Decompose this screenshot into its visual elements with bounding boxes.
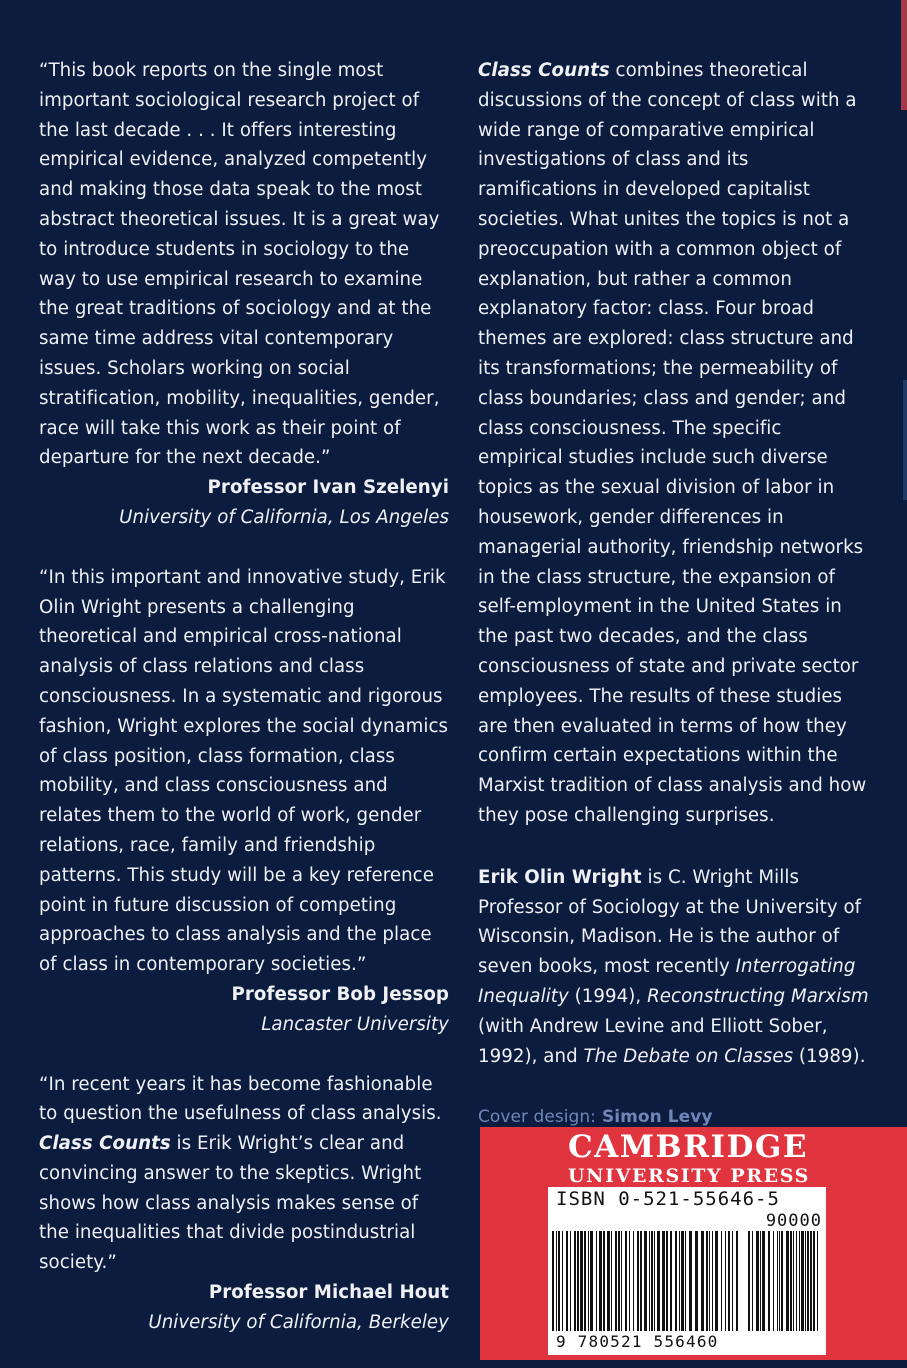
barcode-bar bbox=[748, 1231, 750, 1331]
barcode-bar bbox=[588, 1231, 589, 1331]
barcode-bar bbox=[599, 1231, 602, 1331]
barcode-bar bbox=[779, 1231, 780, 1331]
barcode-bar bbox=[657, 1231, 660, 1331]
quote-text: is Erik Wright’s clear and convincing answer to the skeptics. Wright shows how class analysis makes sense of the inequalities that divide postindustrial society.” bbox=[39, 1133, 422, 1274]
endorsements-column bbox=[39, 56, 449, 1368]
book-title: Reconstructing Marxism bbox=[647, 985, 869, 1007]
barcode-bar bbox=[629, 1231, 630, 1331]
barcode-bar bbox=[574, 1231, 576, 1331]
isbn-number: ISBN 0-521-55646-5 bbox=[556, 1188, 780, 1210]
endorsement-1 bbox=[39, 56, 449, 533]
endorsement-2 bbox=[39, 563, 449, 1040]
barcode-bar bbox=[725, 1231, 726, 1331]
endorser-affiliation: Lancaster University bbox=[261, 1013, 449, 1035]
barcode-bar bbox=[654, 1231, 655, 1331]
book-title: Interrogating Inequality bbox=[478, 956, 856, 1007]
endorsement-3 bbox=[39, 1070, 449, 1338]
barcode-bar bbox=[580, 1231, 583, 1331]
book-title: Class Counts bbox=[39, 1133, 171, 1155]
bio-text: (with Andrew Levine and Elliott Sober, 1992), and bbox=[478, 1015, 828, 1067]
barcode-bar bbox=[615, 1231, 617, 1331]
barcode-bar bbox=[813, 1231, 815, 1331]
barcode-bar bbox=[681, 1231, 684, 1331]
barcode-bar bbox=[790, 1231, 792, 1331]
barcode-bar bbox=[695, 1231, 698, 1331]
barcode-bar bbox=[768, 1231, 770, 1331]
edge-strip bbox=[903, 380, 907, 500]
barcode-bar bbox=[670, 1231, 672, 1331]
barcode-bar bbox=[679, 1231, 680, 1331]
barcode-bars bbox=[548, 1231, 826, 1331]
barcode-bar bbox=[566, 1231, 568, 1331]
bio-text: (1989). bbox=[793, 1045, 866, 1067]
barcode-bar bbox=[801, 1231, 804, 1331]
barcode-bar bbox=[810, 1231, 812, 1331]
barcode-bar bbox=[637, 1231, 639, 1331]
publisher-name: CAMBRIDGE bbox=[568, 1129, 808, 1165]
endorser-name: Professor Michael Hout bbox=[208, 1282, 449, 1304]
author-bio bbox=[478, 863, 870, 1072]
barcode-bar bbox=[706, 1231, 708, 1331]
barcode-bar bbox=[625, 1231, 627, 1331]
barcode-bar bbox=[675, 1231, 677, 1331]
barcode-bar bbox=[709, 1231, 710, 1331]
barcode-bar bbox=[760, 1231, 761, 1331]
ean-number: 9 780521 556460 bbox=[556, 1332, 719, 1351]
barcode-bar bbox=[701, 1231, 704, 1331]
barcode-bar bbox=[689, 1231, 692, 1331]
barcode-bar bbox=[773, 1231, 774, 1331]
barcode bbox=[548, 1187, 826, 1355]
barcode-bar bbox=[756, 1231, 759, 1331]
publisher-panel bbox=[480, 1127, 907, 1360]
barcode-bar bbox=[807, 1231, 809, 1331]
endorser-name: Professor Ivan Szelenyi bbox=[207, 477, 449, 499]
barcode-bar bbox=[640, 1231, 642, 1331]
description-column bbox=[478, 56, 870, 1133]
barcode-bar bbox=[781, 1231, 783, 1331]
endorsement-attribution bbox=[39, 1278, 449, 1338]
barcode-bar bbox=[715, 1231, 718, 1331]
endorser-affiliation: University of California, Berkeley bbox=[148, 1311, 449, 1333]
endorsement-quote bbox=[39, 1070, 449, 1279]
barcode-bar bbox=[552, 1231, 554, 1331]
barcode-bar bbox=[799, 1231, 800, 1331]
barcode-bar bbox=[584, 1231, 586, 1331]
quote-text: “In recent years it has become fashionable to question the usefulness of class analysis. bbox=[39, 1073, 442, 1125]
cover-designer-name: Simon Levy bbox=[601, 1107, 713, 1128]
barcode-bar bbox=[728, 1231, 730, 1331]
author-name: Erik Olin Wright bbox=[478, 866, 642, 888]
edge-strip bbox=[901, 0, 907, 110]
barcode-bar bbox=[762, 1231, 765, 1331]
barcode-bar bbox=[590, 1231, 593, 1331]
barcode-bar bbox=[596, 1231, 597, 1331]
barcode-bar bbox=[662, 1231, 665, 1331]
barcode-bar bbox=[618, 1231, 620, 1331]
bio-text: (1994), bbox=[568, 985, 648, 1007]
barcode-bar bbox=[736, 1231, 738, 1331]
book-description bbox=[478, 56, 870, 831]
book-title: Class Counts bbox=[478, 60, 610, 81]
barcode-bar bbox=[685, 1231, 686, 1331]
description-text: combines theoretical discussions of the concept of class with a wide range of comparative empirical investigations of class and its ramifications in developed capitalist societies. What unites the topics is not a preoccupation with a common object of explanation, but rather a common explanatory factor: class. Four broad themes are explored: class structure and its transformations; the permeability of class boundaries; class and gender; and class consciousness. The specific empirical studies include such diverse topics as the sexual division of labor in housework, gender differences in managerial authority, friendship networks in the class structure, the expansion of self-employment in the United States in the past two decades, and the class consciousness of state and private sector employees. The results of these studies are then evaluated in terms of how they confirm certain expectations within the Marxist tradition of class analysis and how they pose challenging surprises. bbox=[478, 60, 867, 826]
endorsement-quote: “This book reports on the single most important sociological research project of the last decade . . . It offers interesting empirical evidence, analyzed competently and making those data speak to the most abstract theoretical issues. It is a great way to introduce students in sociology to the way to use empirical research to examine the great traditions of sociology and at the same time address vital contemporary issues. Scholars working on social stratification, mobility, inequalities, gender, race will take this work as their point of departure for the next decade.” bbox=[39, 60, 440, 469]
barcode-bar bbox=[649, 1231, 650, 1331]
barcode-bar bbox=[817, 1231, 818, 1331]
barcode-bar bbox=[777, 1231, 778, 1331]
endorser-affiliation: University of California, Los Angeles bbox=[119, 506, 449, 528]
endorsement-attribution bbox=[39, 473, 449, 533]
barcode-bar bbox=[732, 1231, 733, 1331]
barcode-bar bbox=[611, 1231, 612, 1331]
barcode-bar bbox=[793, 1231, 794, 1331]
barcode-bar bbox=[562, 1231, 563, 1331]
barcode-bar bbox=[633, 1231, 634, 1331]
barcode-bar bbox=[603, 1231, 605, 1331]
barcode-bar bbox=[570, 1231, 571, 1331]
barcode-bar bbox=[805, 1231, 806, 1331]
barcode-bar bbox=[651, 1231, 653, 1331]
endorser-name: Professor Bob Jessop bbox=[231, 983, 449, 1005]
book-title: The Debate on Classes bbox=[583, 1045, 794, 1067]
barcode-bar bbox=[796, 1231, 797, 1331]
barcode-bar bbox=[712, 1231, 713, 1331]
barcode-bar bbox=[556, 1231, 557, 1331]
barcode-bar bbox=[786, 1231, 789, 1331]
barcode-bar bbox=[752, 1231, 753, 1331]
barcode-bar bbox=[621, 1231, 622, 1331]
endorsement-quote: “In this important and innovative study, Erik Olin Wright presents a challenging theoretical and empirical cross-national analysis of class relations and class consciousness. In a systematic and rigorous fashion, Wright explores the social dynamics of class position, class formation, class mobility, and class consciousness and relates them to the world of work, gender relations, race, family and friendship patterns. This study will be a key reference point in future discussion of competing approaches to class analysis and the place of class in contemporary societies.” bbox=[39, 566, 449, 976]
barcode-bar bbox=[721, 1231, 722, 1331]
bio-text: is C. Wright Mills Professor of Sociology at the University of Wisconsin, Madison. He is the author of seven books, most recently bbox=[478, 866, 862, 978]
price-code: 90000 bbox=[765, 1211, 822, 1231]
barcode-bar bbox=[577, 1231, 579, 1331]
publisher-subtitle: UNIVERSITY PRESS bbox=[568, 1165, 810, 1187]
cover-credit-label: Cover design: bbox=[478, 1107, 596, 1128]
barcode-bar bbox=[666, 1231, 668, 1331]
barcode-bar bbox=[644, 1231, 647, 1331]
barcode-bar bbox=[558, 1231, 560, 1331]
barcode-bar bbox=[607, 1231, 610, 1331]
endorsement-attribution bbox=[39, 980, 449, 1040]
